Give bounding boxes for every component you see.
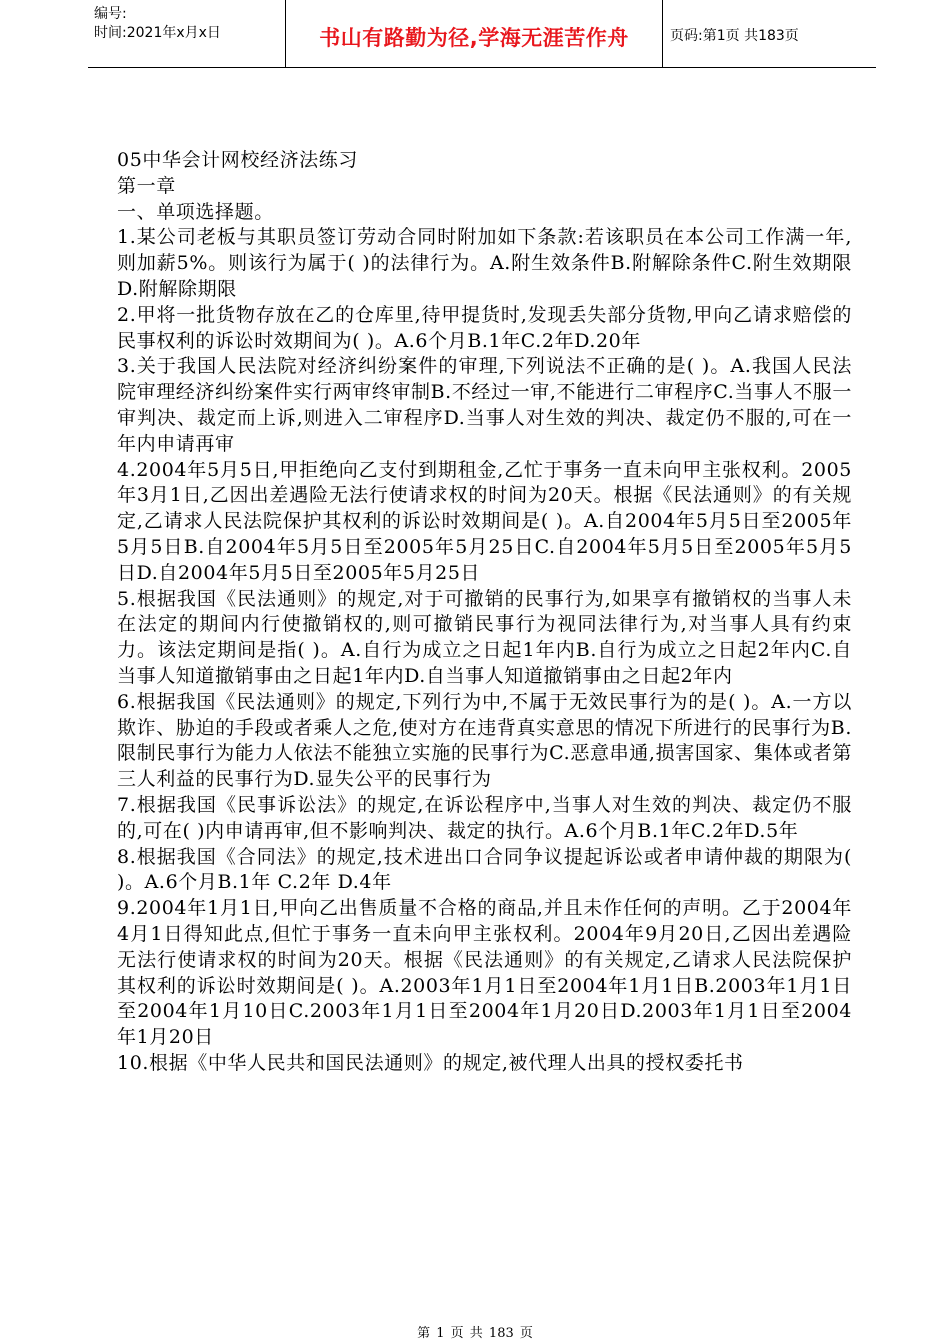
question-item: 10.根据《中华人民共和国民法通则》的规定,被代理人出具的授权委托书 bbox=[117, 1051, 744, 1074]
document-title: 05中华会计网校经济法练习 bbox=[117, 149, 358, 171]
question-item: 3.关于我国人民法院对经济纠纷案件的审理,下列说法不正确的是( )。A.我国人民法院审理经济纠纷案件实行两审终审制B.不经过一审,不能进行二审程序C.当事人不服一审判决、裁定而上诉,则进入二审程序D.当事人对生效的判决、裁定仍不服的,可在一年内申请再审 bbox=[117, 355, 852, 455]
question-item: 5.根据我国《民法通则》的规定,对于可撤销的民事行为,如果享有撤销权的当事人未在法定的期间内行使撤销权的,则可撤销民事行为视同法律行为,对当事人具有约束力。该法定期间是指( )。A.自行为成立之日起1年内B.自行为成立之日起2年内C.自当事人知道撤销事由之日起1年内D.自当事人知道撤销事由之日起2年内 bbox=[117, 587, 852, 687]
document-body bbox=[117, 148, 852, 1077]
page-footer: 第 1 页 共 183 页 bbox=[417, 1326, 533, 1341]
header-info-cell bbox=[88, 0, 284, 67]
header-motto-cell bbox=[285, 0, 663, 67]
question-item: 9.2004年1月1日,甲向乙出售质量不合格的商品,并且未作任何的声明。乙于2004年4月1日得知此点,但忙于事务一直未向甲主张权利。2004年9月20日,乙因出差遇险无法行使请求权的时间为20天。根据《民法通则》的有关规定,乙请求人民法院保护其权利的诉讼时效期间是( )。A.2003年1月1日至2004年1月1日B.2003年1月1日至2004年1月10日C.2003年1月1日至2004年1月20日D.2003年1月1日至2004年1月20日 bbox=[117, 897, 852, 1049]
question-item: 4.2004年5月5日,甲拒绝向乙支付到期租金,乙忙于事务一直未向甲主张权利。2005年3月1日,乙因出差遇险无法行使请求权的时间为20天。根据《民法通则》的有关规定,乙请求人民法院保护其权利的诉讼时效期间是( )。A.自2004年5月5日至2005年5月5日B.自2004年5月5日至2005年5月25日C.自2004年5月5日至2005年5月5日D.自2004年5月5日至2005年5月25日 bbox=[117, 458, 852, 584]
header-motto: 书山有路勤为径,学海无涯苦作舟 bbox=[319, 26, 629, 50]
header-page-cell bbox=[662, 0, 876, 67]
header-page-number: 页码:第1页 共183页 bbox=[670, 28, 799, 44]
doc-number-label: 编号: bbox=[94, 6, 127, 22]
chapter-heading: 第一章 bbox=[117, 174, 176, 197]
question-item: 2.甲将一批货物存放在乙的仓库里,待甲提货时,发现丢失部分货物,甲向乙请求赔偿的民事权利的诉讼时效期间为( )。A.6个月B.1年C.2年D.20年 bbox=[117, 303, 852, 352]
question-item: 1.某公司老板与其职员签订劳动合同时附加如下条款:若该职员在本公司工作满一年,则加薪5%。则该行为属于( )的法律行为。A.附生效条件B.附解除条件C.附生效期限 D.附解除期限 bbox=[117, 226, 852, 300]
question-item: 8.根据我国《合同法》的规定,技术进出口合同争议提起诉讼或者申请仲裁的期限为( )。A.6个月B.1年 C.2年 D.4年 bbox=[117, 845, 852, 894]
page-header bbox=[88, 0, 876, 68]
section-heading: 一、单项选择题。 bbox=[117, 200, 274, 223]
question-item: 7.根据我国《民事诉讼法》的规定,在诉讼程序中,当事人对生效的判决、裁定仍不服的,可在( )内申请再审,但不影响判决、裁定的执行。A.6个月B.1年C.2年D.5年 bbox=[117, 793, 852, 842]
question-item: 6.根据我国《民法通则》的规定,下列行为中,不属于无效民事行为的是( )。A.一方以欺诈、胁迫的手段或者乘人之危,使对方在违背真实意思的情况下所进行的民事行为B.限制民事行为能力人依法不能独立实施的民事行为C.恶意串通,损害国家、集体或者第三人利益的民事行为D.显失公平的民事行为 bbox=[117, 690, 852, 791]
date-label: 时间:2021年x月x日 bbox=[94, 25, 221, 41]
